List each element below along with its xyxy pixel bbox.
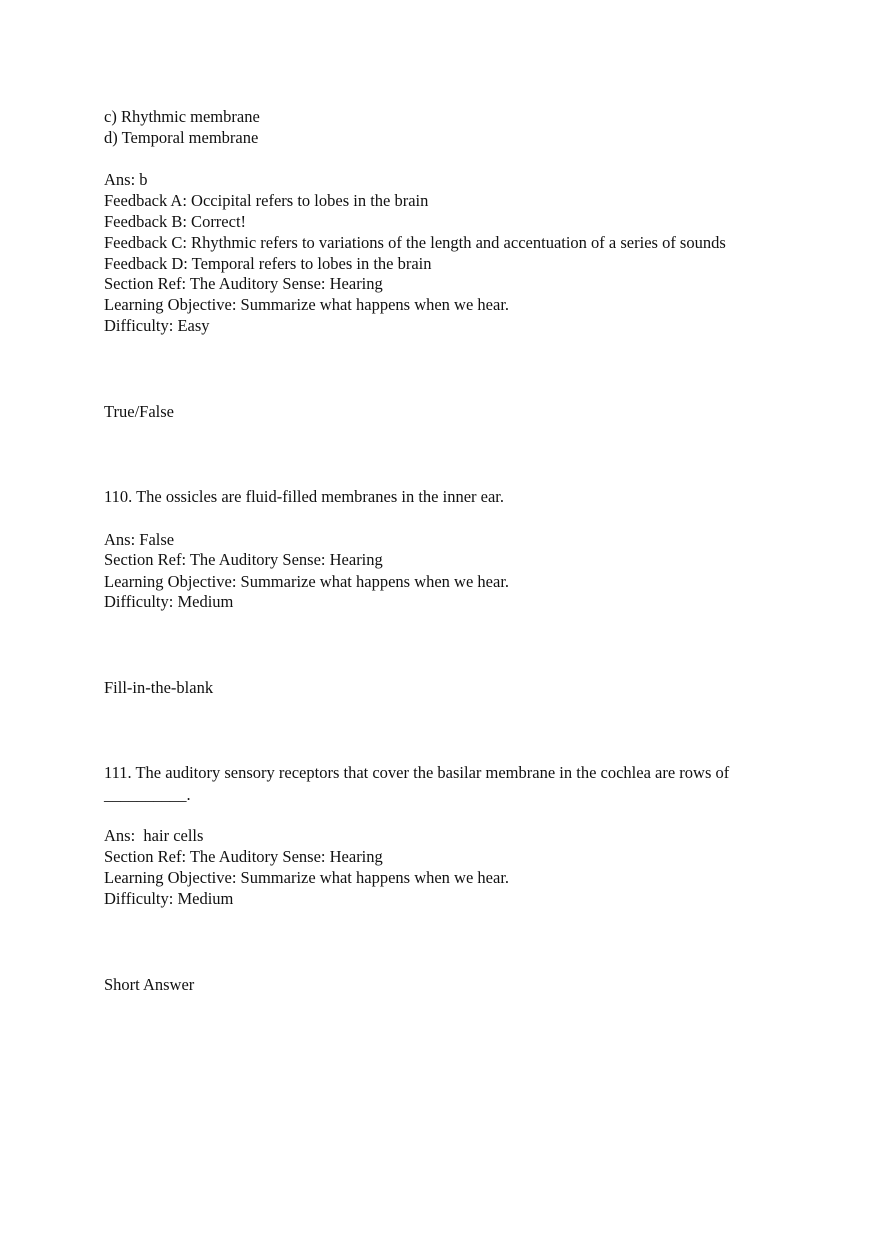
option-c: c) Rhythmic membrane [104,107,260,126]
section-heading-fill-in-the-blank: Fill-in-the-blank [104,678,214,697]
question-111-line-2: __________. [104,785,191,804]
answer-q109: Ans: b [104,170,148,189]
option-d: d) Temporal membrane [104,128,259,147]
feedback-c: Feedback C: Rhythmic refers to variations of the length and accentuation of a series of sounds [104,233,726,252]
feedback-b: Feedback B: Correct! [104,212,247,231]
answer-q110: Ans: False [104,530,175,549]
section-ref-q110: Section Ref: The Auditory Sense: Hearing [104,550,383,569]
question-110: 110. The ossicles are fluid-filled membranes in the inner ear. [104,487,504,506]
learning-objective-q109: Learning Objective: Summarize what happens when we hear. [104,295,510,314]
section-ref-q111: Section Ref: The Auditory Sense: Hearing [104,847,383,866]
question-111-line-1: 111. The auditory sensory receptors that cover the basilar membrane in the cochlea are rows of [104,763,730,782]
section-heading-short-answer: Short Answer [104,975,195,994]
section-heading-true-false: True/False [104,402,174,421]
learning-objective-q111: Learning Objective: Summarize what happens when we hear. [104,868,510,887]
difficulty-q110: Difficulty: Medium [104,592,234,611]
section-ref-q109: Section Ref: The Auditory Sense: Hearing [104,274,383,293]
feedback-a: Feedback A: Occipital refers to lobes in the brain [104,191,429,210]
answer-q111: Ans: hair cells [104,826,204,845]
learning-objective-q110: Learning Objective: Summarize what happens when we hear. [104,572,510,591]
difficulty-q111: Difficulty: Medium [104,889,234,908]
feedback-d: Feedback D: Temporal refers to lobes in the brain [104,254,432,273]
difficulty-q109: Difficulty: Easy [104,316,210,335]
